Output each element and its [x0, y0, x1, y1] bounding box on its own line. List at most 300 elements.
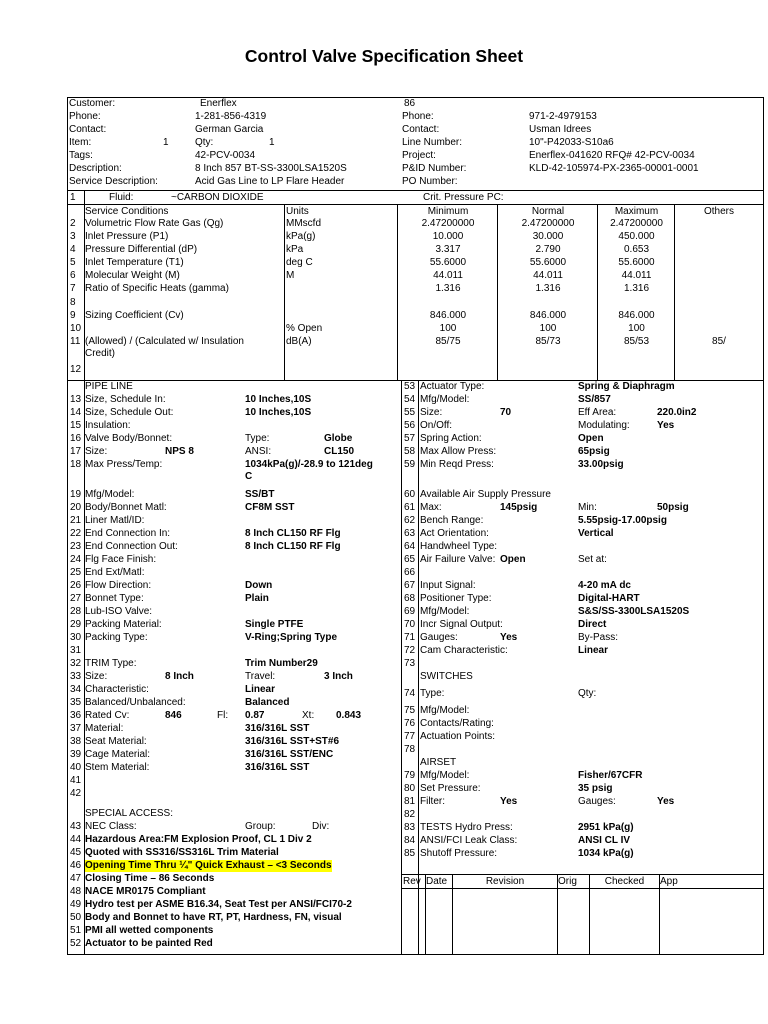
actuator-label: Set Pressure:: [420, 783, 481, 794]
actuator-value: By-Pass:: [578, 632, 619, 643]
actuator-value: Fisher/67CFR: [578, 770, 643, 781]
special-note: Closing Time – 86 Seconds: [85, 873, 215, 884]
phone-label: Phone:: [69, 111, 101, 122]
row-number: 75: [404, 705, 416, 716]
actuator-value: Yes: [657, 420, 675, 431]
spec-value: 10 Inches,10S: [245, 394, 312, 405]
service-unit: kPa(g): [286, 231, 316, 242]
row-number: 73: [404, 658, 416, 669]
row-number: 77: [404, 731, 416, 742]
revision-header: Checked: [604, 876, 645, 887]
service-value-nor: 100: [539, 323, 557, 334]
qty-value: 1: [269, 137, 275, 148]
service-value-max: 2.47200000: [610, 218, 663, 229]
contact2-value: Usman Idrees: [529, 124, 592, 135]
spec-label: NEC Class:: [85, 821, 137, 832]
actuator-value: Linear: [578, 645, 609, 656]
service-value-max: 85/53: [623, 336, 650, 347]
row-number: 48: [70, 886, 82, 897]
grid-line: [497, 205, 498, 380]
row-number: 38: [70, 736, 82, 747]
row-number: 60: [404, 489, 416, 500]
actuator-value: Modulating:: [578, 420, 630, 431]
actuator-label: ANSI/FCI Leak Class:: [420, 835, 518, 846]
service-unit: M: [286, 270, 295, 281]
actuator-value: 220.0in2: [657, 407, 697, 418]
service-unit: kPa: [286, 244, 304, 255]
row-number: 63: [404, 528, 416, 539]
actuator-label: Actuator Type:: [420, 381, 485, 392]
actuator-label: Max Allow Press:: [420, 446, 497, 457]
row-number: 30: [70, 632, 82, 643]
row-number: 31: [70, 645, 82, 656]
row-number: 26: [70, 580, 82, 591]
actuator-label: Mfg/Model:: [420, 770, 470, 781]
spec-label: Size, Schedule Out:: [85, 407, 174, 418]
row-number: 76: [404, 718, 416, 729]
pid-value: KLD-42-105974-PX-2365-00001-0001: [529, 163, 699, 174]
customer-label: Customer:: [69, 98, 116, 109]
grid-line: [597, 205, 598, 380]
spec-value: Group:: [245, 821, 276, 832]
line-label: Line Number:: [402, 137, 463, 148]
phone-value: 1-281-856-4319: [195, 111, 267, 122]
spec-label: TRIM Type:: [85, 658, 137, 669]
actuator-value: SS/857: [578, 394, 611, 405]
row-number: 20: [70, 502, 82, 513]
spec-label: End Ext/Matl:: [85, 567, 145, 578]
spec-value: Down: [245, 580, 273, 591]
service-value-nor: 2.47200000: [521, 218, 575, 229]
column-divider: [401, 381, 402, 954]
actuator-label: Actuation Points:: [420, 731, 496, 742]
row-number: 86: [404, 98, 416, 109]
actuator-value: S&S/SS-3300LSA1520S: [578, 606, 690, 617]
grid-line: [659, 874, 660, 954]
service-condition-label: Volumetric Flow Rate Gas (Qg): [85, 218, 224, 229]
service-value-nor: 85/73: [535, 336, 561, 347]
row-number: 81: [404, 796, 416, 807]
actuator-value: 4-20 mA dc: [578, 580, 631, 591]
spec-label: Material:: [85, 723, 124, 734]
row-number: 35: [70, 697, 82, 708]
spec-label: End Connection Out:: [85, 541, 178, 552]
grid-line: [401, 874, 763, 875]
spec-label: Flg Face Finish:: [85, 554, 157, 565]
actuator-value: Set at:: [578, 554, 607, 565]
actuator-value: Digital-HART: [578, 593, 640, 604]
actuator-value: Spring & Diaphragm: [578, 381, 675, 392]
row-number: 4: [70, 244, 76, 255]
actuator-label: Contacts/Rating:: [420, 718, 494, 729]
spec-value: 0.843: [336, 710, 362, 721]
revision-header: Revision: [485, 876, 525, 887]
service-table-header: Service Conditions: [85, 206, 169, 217]
actuator-label: Max:: [420, 502, 442, 513]
row-number: 9: [70, 310, 76, 321]
actuator-value: 70: [500, 407, 512, 418]
service-condition-label: Credit): [85, 348, 116, 359]
service-value-max: 846.000: [618, 310, 655, 321]
row-number: 43: [70, 821, 82, 832]
row-number: 57: [404, 433, 416, 444]
actuator-value: Yes: [500, 796, 518, 807]
service-value-nor: 1.316: [535, 283, 561, 294]
revision-header: Date: [426, 876, 448, 887]
spec-label: PIPE LINE: [85, 381, 133, 392]
actuator-label: Available Air Supply Pressure: [420, 489, 551, 500]
actuator-value: 5.55psig-17.00psig: [578, 515, 667, 526]
row-number: 2: [70, 218, 76, 229]
spec-value: Div:: [312, 821, 330, 832]
spec-value: Travel:: [245, 671, 276, 682]
actuator-label: Handwheel Type:: [420, 541, 498, 552]
actuator-value: Qty:: [578, 688, 597, 699]
spec-label: SPECIAL ACCESS:: [85, 808, 173, 819]
spec-value: ANSI:: [245, 446, 272, 457]
spec-value: 1034kPa(g)/-28.9 to 121deg: [245, 459, 373, 470]
actuator-value: Vertical: [578, 528, 614, 539]
fluid-label: Fluid:: [109, 192, 134, 203]
line-value: 10"-P42033-S10a6: [529, 137, 614, 148]
service-value-min: 44.011: [433, 270, 463, 281]
item-value: 1: [163, 137, 169, 148]
actuator-value: Open: [500, 554, 526, 565]
spec-label: Packing Type:: [85, 632, 148, 643]
spec-value: C: [245, 471, 253, 482]
spec-label: Lub-ISO Valve:: [85, 606, 153, 617]
fluid-value: ~CARBON DIOXIDE: [171, 192, 264, 203]
description-label: Description:: [69, 163, 122, 174]
service-unit: % Open: [286, 323, 323, 334]
spec-label: Fl:: [217, 710, 229, 721]
row-number: 40: [70, 762, 82, 773]
service-value-max: 55.6000: [618, 257, 655, 268]
spec-label: Bonnet Type:: [85, 593, 144, 604]
actuator-value: Yes: [500, 632, 518, 643]
grid-line: [557, 874, 558, 954]
actuator-value: 33.00psig: [578, 459, 624, 470]
page-title: Control Valve Specification Sheet: [244, 46, 524, 66]
row-number: 80: [404, 783, 416, 794]
service-condition-label: Inlet Temperature (T1): [85, 257, 184, 268]
special-note: PMI all wetted components: [85, 925, 214, 936]
grid-line: [418, 381, 419, 954]
spec-value: 0.87: [245, 710, 265, 721]
project-value: Enerflex-041620 RFQ# 42-PCV-0034: [529, 150, 695, 161]
service-value-min: 100: [439, 323, 457, 334]
spec-value: Balanced: [245, 697, 290, 708]
spec-value: Plain: [245, 593, 269, 604]
service-unit: dB(A): [286, 336, 312, 347]
spec-value: 316/316L SST/ENC: [245, 749, 334, 760]
spec-label: Rated Cv:: [85, 710, 130, 721]
actuator-value: Yes: [657, 796, 675, 807]
qty-label: Qty:: [195, 137, 214, 148]
row-number: 78: [404, 744, 416, 755]
actuator-value: Direct: [578, 619, 607, 630]
grid-line: [452, 874, 453, 954]
row-number: 27: [70, 593, 82, 604]
row-number: 45: [70, 847, 82, 858]
row-number: 22: [70, 528, 82, 539]
row-number: 58: [404, 446, 416, 457]
row-number: 67: [404, 580, 416, 591]
actuator-label: Filter:: [420, 796, 445, 807]
actuator-label: Air Failure Valve:: [420, 554, 496, 565]
row-number: 69: [404, 606, 416, 617]
actuator-label: Gauges:: [420, 632, 458, 643]
contact2-label: Contact:: [402, 124, 440, 135]
row-number: 65: [404, 554, 416, 565]
spec-label: Size, Schedule In:: [85, 394, 166, 405]
revision-header: App: [660, 876, 678, 887]
row-number: 3: [70, 231, 76, 242]
service-table-header: Normal: [531, 206, 565, 217]
revision-header: Rev: [403, 876, 421, 887]
spec-label: Size:: [85, 446, 108, 457]
service-value-nor: 30.000: [532, 231, 564, 242]
row-number: 68: [404, 593, 416, 604]
spec-label: Cage Material:: [85, 749, 151, 760]
row-number: 82: [404, 809, 416, 820]
row-number: 33: [70, 671, 82, 682]
actuator-label: Bench Range:: [420, 515, 484, 526]
description-value: 8 Inch 857 BT-SS-3300LSA1520S: [195, 163, 347, 174]
spec-value: 846: [165, 710, 182, 721]
row-number: 32: [70, 658, 82, 669]
phone2-label: Phone:: [402, 111, 434, 122]
row-number: 62: [404, 515, 416, 526]
row-number: 6: [70, 270, 76, 281]
row-number: 36: [70, 710, 82, 721]
row-number: 84: [404, 835, 416, 846]
spec-value: Single PTFE: [245, 619, 304, 630]
spec-value: 10 Inches,10S: [245, 407, 312, 418]
spec-value: CL150: [324, 446, 355, 457]
service-value-min: 3.317: [435, 244, 461, 255]
grid-line: [425, 874, 426, 954]
actuator-label: Input Signal:: [420, 580, 476, 591]
row-number: 59: [404, 459, 416, 470]
item-label: Item:: [69, 137, 92, 148]
special-note: NACE MR0175 Compliant: [85, 886, 206, 897]
row-number: 56: [404, 420, 416, 431]
row-number: 61: [404, 502, 416, 513]
grid-line: [674, 205, 675, 380]
row-number: 25: [70, 567, 82, 578]
spec-value: 316/316L SST+ST#6: [245, 736, 340, 747]
row-number: 11: [70, 336, 81, 347]
actuator-label: Act Orientation:: [420, 528, 489, 539]
service-value-max: 1.316: [623, 283, 650, 294]
spec-value: 8 Inch CL150 RF Flg: [245, 541, 341, 552]
divider: [68, 190, 763, 191]
actuator-label: On/Off:: [420, 420, 453, 431]
row-number: 54: [404, 394, 416, 405]
spec-label: Stem Material:: [85, 762, 150, 773]
actuator-label: Shutoff Pressure:: [420, 848, 498, 859]
row-number: 79: [404, 770, 416, 781]
service-value-min: 85/75: [435, 336, 461, 347]
service-value: Acid Gas Line to LP Flare Header: [195, 176, 345, 187]
spec-label: Balanced/Unbalanced:: [85, 697, 186, 708]
pid-label: P&ID Number:: [402, 163, 467, 174]
grid-line: [401, 888, 763, 889]
actuator-value: ANSI CL IV: [578, 835, 631, 846]
row-number: 21: [70, 515, 82, 526]
spec-value: 3 Inch: [324, 671, 353, 682]
spec-value: Globe: [324, 433, 353, 444]
actuator-value: 50psig: [657, 502, 689, 513]
service-condition-label: Pressure Differential (dP): [85, 244, 198, 255]
row-number: 34: [70, 684, 82, 695]
revision-header: Orig: [558, 876, 577, 887]
spec-label: Max Press/Temp:: [85, 459, 163, 470]
service-value-oth: 85/: [712, 336, 726, 347]
special-note: Quoted with SS316/SS316L Trim Material: [85, 847, 279, 858]
service-value-max: 0.653: [623, 244, 650, 255]
service-value-nor: 846.000: [529, 310, 567, 321]
row-number: 24: [70, 554, 82, 565]
service-value-nor: 55.6000: [529, 257, 567, 268]
row-number: 66: [404, 567, 416, 578]
service-unit: deg C: [286, 257, 313, 268]
row-number: 39: [70, 749, 82, 760]
spec-value: 316/316L SST: [245, 762, 310, 773]
service-value-nor: 44.011: [533, 270, 563, 281]
row-number: 42: [70, 788, 82, 799]
service-table-header: Minimum: [427, 206, 469, 217]
phone2-value: 971-2-4979153: [529, 111, 597, 122]
actuator-value: 65psig: [578, 446, 610, 457]
row-number: 51: [70, 925, 82, 936]
service-table-header: Maximum: [614, 206, 659, 217]
customer-value: Enerflex: [200, 98, 237, 109]
service-value-max: 100: [628, 323, 645, 334]
spec-value: 8 Inch: [165, 671, 194, 682]
service-value-max: 44.011: [621, 270, 652, 281]
service-table-header: Units: [286, 206, 309, 217]
service-condition-label: (Allowed) / (Calculated w/ Insulation: [85, 336, 244, 347]
actuator-value: Min:: [578, 502, 597, 513]
spec-value: Linear: [245, 684, 276, 695]
spec-label: End Connection In:: [85, 528, 171, 539]
actuator-label: Incr Signal Output:: [420, 619, 503, 630]
row-number: 23: [70, 541, 82, 552]
row-number: 44: [70, 834, 82, 845]
spec-value: Trim Number29: [245, 658, 318, 669]
actuator-label: Min Reqd Press:: [420, 459, 494, 470]
row-number: 74: [404, 688, 416, 699]
service-condition-label: Sizing Coefficient (Cv): [85, 310, 184, 321]
actuator-label: Spring Action:: [420, 433, 482, 444]
row-number: 14: [70, 407, 82, 418]
grid-line: [284, 205, 285, 380]
grid-line: [84, 205, 85, 380]
grid-line: [589, 874, 590, 954]
actuator-value: 35 psig: [578, 783, 613, 794]
service-value-min: 846.000: [429, 310, 467, 321]
spec-label: Seat Material:: [85, 736, 147, 747]
row-number: 18: [70, 459, 82, 470]
actuator-label: Type:: [420, 688, 445, 699]
row-number: 16: [70, 433, 82, 444]
spec-label: Size:: [85, 671, 108, 682]
service-condition-label: Ratio of Specific Heats (gamma): [85, 283, 229, 294]
spec-value: 316/316L SST: [245, 723, 310, 734]
row-number: 29: [70, 619, 82, 630]
service-condition-label: Molecular Weight (M): [85, 270, 180, 281]
service-condition-label: Inlet Pressure (P1): [85, 231, 169, 242]
row-number: 52: [70, 938, 82, 949]
actuator-value: Eff Area:: [578, 407, 617, 418]
spec-value: V-Ring;Spring Type: [245, 632, 338, 643]
service-table-header: Others: [703, 206, 734, 217]
row-number: 83: [404, 822, 416, 833]
special-note: Actuator to be painted Red: [85, 938, 213, 949]
special-note: Hazardous Area:FM Explosion Proof, CL 1 Div 2: [85, 834, 312, 845]
row-number: 64: [404, 541, 416, 552]
row-number: 72: [404, 645, 416, 656]
row-number: 70: [404, 619, 416, 630]
actuator-value: 1034 kPa(g): [578, 848, 634, 859]
po-label: PO Number:: [402, 176, 458, 187]
service-value-min: 2.47200000: [421, 218, 475, 229]
tags-value: 42-PCV-0034: [195, 150, 256, 161]
spec-sheet-frame: [67, 97, 764, 955]
actuator-label: Mfg/Model:: [420, 394, 470, 405]
row-number: 53: [404, 381, 416, 392]
spec-value: 8 Inch CL150 RF Flg: [245, 528, 341, 539]
actuator-label: Mfg/Model:: [420, 606, 470, 617]
special-note: Body and Bonnet to have RT, PT, Hardness, FN, visual: [85, 912, 342, 923]
grid-line: [84, 191, 85, 205]
actuator-label: Mfg/Model:: [420, 705, 470, 716]
grid-line: [397, 205, 398, 380]
row-number: 55: [404, 407, 416, 418]
row-number: 5: [70, 257, 76, 268]
spec-label: Insulation:: [85, 420, 131, 431]
actuator-label: SWITCHES: [420, 671, 473, 682]
spec-value: Xt:: [302, 710, 315, 721]
actuator-label: Size:: [420, 407, 443, 418]
row-number: 49: [70, 899, 82, 910]
row-number: 41: [70, 775, 82, 786]
service-value-nor: 2.790: [535, 244, 561, 255]
contact-label: Contact:: [69, 124, 107, 135]
special-note: Hydro test per ASME B16.34, Seat Test per ANSI/FCI70-2: [85, 899, 352, 910]
actuator-label: Positioner Type:: [420, 593, 492, 604]
spec-value: SS/BT: [245, 489, 275, 500]
row-number: 19: [70, 489, 82, 500]
spec-label: Characteristic:: [85, 684, 149, 695]
row-number: 1: [70, 192, 76, 203]
service-unit: MMscfd: [286, 218, 321, 229]
spec-label: Flow Direction:: [85, 580, 152, 591]
row-number: 28: [70, 606, 82, 617]
row-number: 50: [70, 912, 82, 923]
row-number: 10: [70, 323, 82, 334]
service-value-min: 10.000: [432, 231, 464, 242]
service-value-min: 55.6000: [429, 257, 467, 268]
row-number: 7: [70, 283, 76, 294]
row-number: 12: [70, 364, 82, 375]
row-number: 46: [70, 860, 82, 871]
spec-label: Body/Bonnet Matl:: [85, 502, 167, 513]
row-number: 8: [70, 297, 76, 308]
row-number: 71: [404, 632, 416, 643]
